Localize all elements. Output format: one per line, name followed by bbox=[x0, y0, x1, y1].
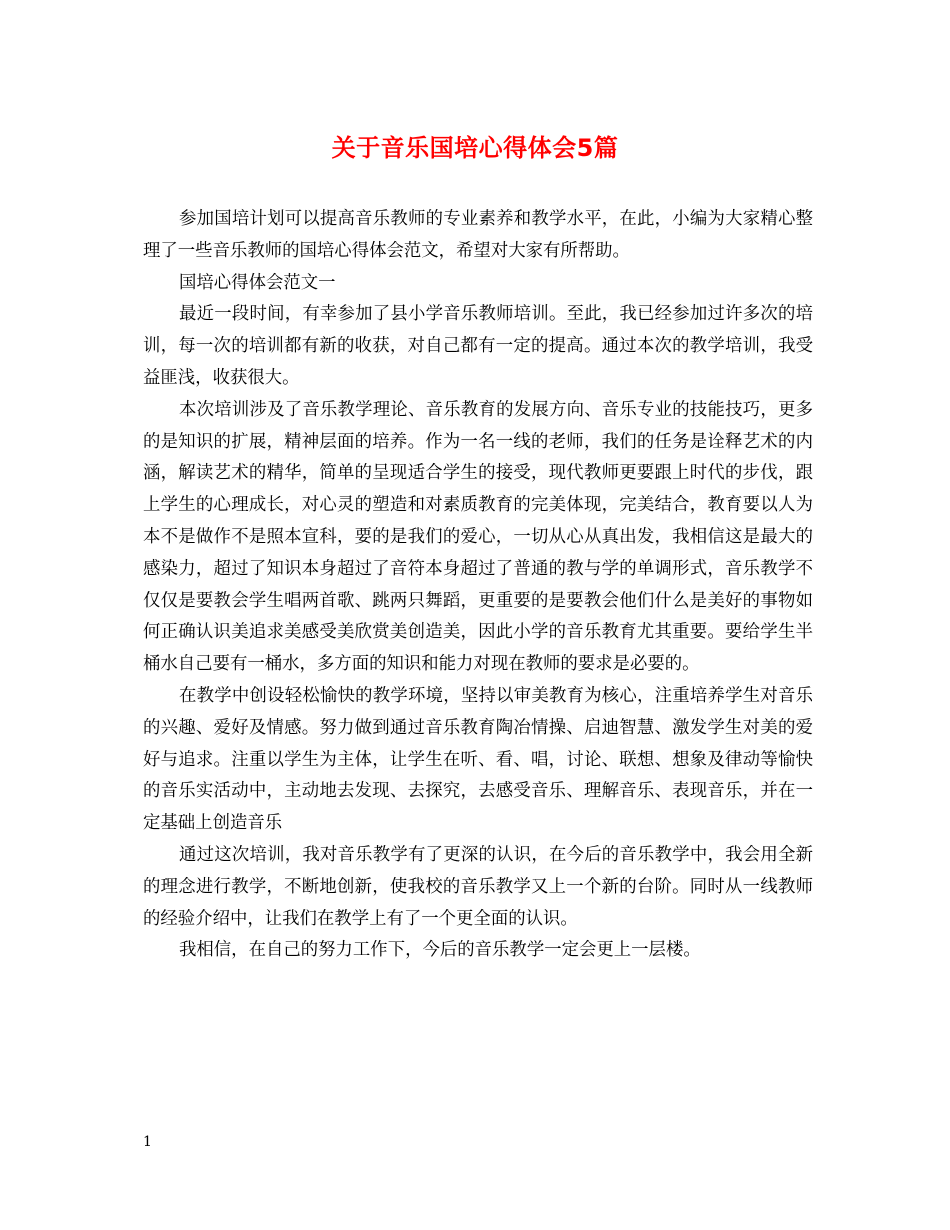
document-body bbox=[143, 204, 813, 967]
body-paragraph: 最近一段时间，有幸参加了县小学音乐教师培训。至此，我已经参加过许多次的培训，每一次的培训都有新的收获，对自己都有一定的提高。通过本次的教学培训，我受益匪浅，收获很大。 bbox=[143, 304, 813, 388]
body-paragraph: 本次培训涉及了音乐教学理论、音乐教育的发展方向、音乐专业的技能技巧，更多的是知识的扩展，精神层面的培养。作为一名一线的老师，我们的任务是诠释艺术的内涵，解读艺术的精华，简单的呈现适合学生的接受，现代教师更要跟上时代的步伐，跟上学生的心理成长，对心灵的塑造和对素质教育的完美体现，完美结合，教育要以人为本不是做作不是照本宣科，要的是我们的爱心，一切从心从真出发，我相信这是最大的感染力，超过了知识本身超过了音符本身超过了普通的教与学的单调形式，音乐教学不仅仅是要教会学生唱两首歌、跳两只舞蹈，更重要的是要教会他们什么是美好的事物如何正确认识美追求美感受美欣赏美创造美，因此小学的音乐教育尤其重要。要给学生半桶水自己要有一桶水，多方面的知识和能力对现在教师的要求是必要的。 bbox=[143, 399, 813, 675]
body-paragraph: 在教学中创设轻松愉快的教学环境，坚持以审美教育为核心，注重培养学生对音乐的兴趣、爱好及情感。努力做到通过音乐教育陶冶情操、启迪智慧、激发学生对美的爱好与追求。注重以学生为主体，让学生在听、看、唱，讨论、联想、想象及律动等愉快的音乐实活动中，主动地去发现、去探究，去感受音乐、理解音乐、表现音乐，并在一定基础上创造音乐 bbox=[143, 685, 813, 834]
body-paragraph: 我相信，在自己的努力工作下，今后的音乐教学一定会更上一层楼。 bbox=[179, 940, 701, 961]
document-title: 关于音乐国培心得体会5篇 bbox=[331, 134, 619, 162]
intro-paragraph: 参加国培计划可以提高音乐教师的专业素养和教学水平，在此，小编为大家精心整理了一些音乐教师的国培心得体会范文，希望对大家有所帮助。 bbox=[143, 209, 813, 261]
page-number: 1 bbox=[143, 1134, 152, 1150]
body-paragraph: 通过这次培训，我对音乐教学有了更深的认识，在今后的音乐教学中，我会用全新的理念进行教学，不断地创新，使我校的音乐教学又上一个新的台阶。同时从一线教师的经验介绍中，让我们在教学上有了一个更全面的认识。 bbox=[143, 844, 813, 929]
section-heading: 国培心得体会范文一 bbox=[179, 272, 336, 293]
